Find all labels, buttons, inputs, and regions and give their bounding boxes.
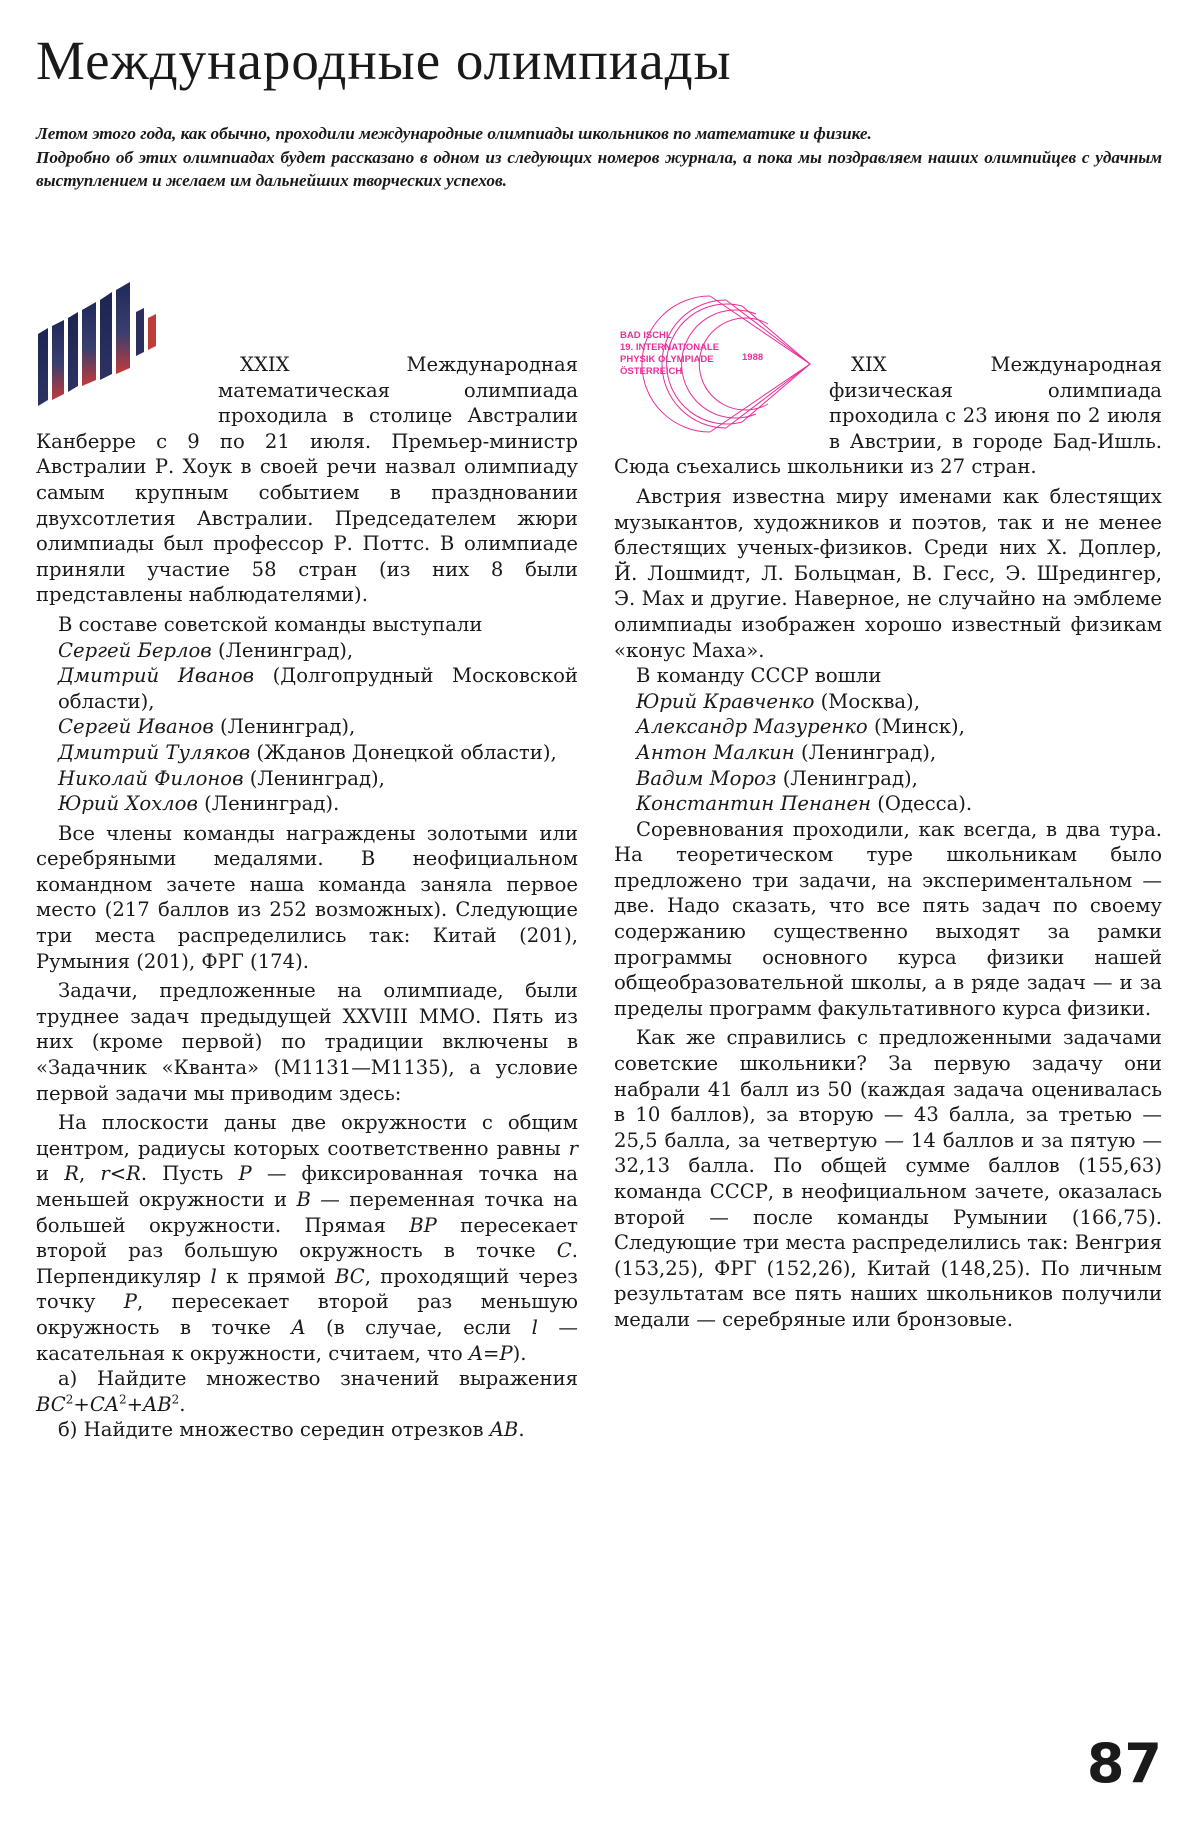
physics-rounds: Соревнования проходили, как всегда, в два тура. На теоретическом туре школьникам было предложено три задачи, на экспериментальном — две. Надо сказать, что все пять задач по своему содержанию существенно выходят за рамки программы основного курса физики нашей общеобразовательной школы, а в ряде задач — и за пределы программ факультативного курса физики.: [614, 817, 1162, 1020]
physics-olympiad-column: [614, 330, 1162, 1333]
member-city: (Ленинград),: [220, 715, 356, 739]
physics-team-member: [614, 689, 1162, 715]
math-task-b: б) Найдите множество середин отрезков AB.: [58, 1418, 525, 1442]
physics-team-member: [614, 740, 1162, 766]
svg-text:19. INTERNATIONALE: 19. INTERNATIONALE: [620, 342, 720, 353]
physics-team-member: [614, 714, 1162, 740]
math-team-member: [36, 791, 578, 817]
physics-results: Как же справились с предложенными задачами советские школьники? За первую задачу они набрали 41 балл из 50 (каждая задача оценивалась в 10 баллов), за вторую — 43 балла, за третью — 25,5 балла, за четвертую — 14 баллов и за пятую — 32,13 балла. По общей сумме баллов (155,63) команда СССР, в неофициальном зачете, оказалась второй — после команды Румынии (166,75). Следующие три места распределились так: Венгрия (153,25), ФРГ (152,26), Китай (148,25). По личным результатам все пять наших школьников получили медали — серебряные или бронзовые.: [614, 1026, 1162, 1331]
member-name: Константин Пенанен: [636, 792, 872, 816]
math-problem-statement: На плоскости даны две окружности с общим центром, радиусы которых соответственно равны r и R, r<R. Пусть P — фиксированная точка на меньшей окружности и B — переменная точка на большей окружности. Прямая BP пересекает второй раз большую окружность в точке C. Перпендикуляр l к прямой BC, проходящий через точку P, пересекает второй раз меньшую окружность в точке A (в случае, если l — касательная к окружности, считаем, что A=P).: [36, 1111, 578, 1365]
physics-team-member: [614, 791, 1162, 817]
member-name: Юрий Хохлов: [58, 792, 198, 816]
member-city: (Москва),: [820, 689, 920, 713]
member-name: Сергей Берлов: [58, 638, 212, 662]
svg-text:1988: 1988: [742, 352, 764, 363]
member-city: (Ленинград),: [249, 766, 385, 790]
svg-text:BAD ISCHL: BAD ISCHL: [620, 330, 672, 341]
svg-text:ÖSTERREICH: ÖSTERREICH: [620, 366, 683, 377]
member-city: (Ленинград),: [800, 740, 937, 764]
math-results: Все члены команды награждены золотыми или серебряными медалями. В неофициальном командном зачете наша команда заняла первое место (217 баллов из 252 возможных). Следующие три места распределились так: Китай (201), Румыния (201), ФРГ (174).: [36, 821, 578, 973]
math-team-member: [36, 740, 578, 766]
member-city: (Долгопрудный Московской области),: [58, 664, 578, 713]
member-city: (Минск),: [873, 715, 965, 739]
lead-line-1: Летом этого года, как обычно, проходили международные олимпиады школьников по математике и физике.: [36, 124, 872, 143]
ipho-logo-graphic: [614, 294, 819, 434]
imo-logo-icon: [36, 282, 204, 412]
member-name: Александр Мазуренко: [636, 715, 868, 739]
math-team-member: [36, 663, 578, 714]
member-city: (Ленинград),: [217, 638, 354, 662]
math-olympiad-column: [36, 352, 578, 1443]
member-city: (Ленинград),: [782, 766, 918, 790]
lead-line-2: Подробно об этих олимпиадах будет рассказано в одном из следующих номеров журнала, а пока мы поздравляем наших олимпийцев с удачным выступлением и желаем им дальнейших творческих успехов.: [36, 147, 1162, 190]
physics-team-intro: В команду СССР вошли: [636, 664, 882, 688]
member-name: Дмитрий Туляков: [58, 740, 251, 764]
member-city: (Ленинград).: [204, 792, 340, 816]
math-team-member: [36, 714, 578, 740]
math-team-member: [36, 638, 578, 664]
math-team-intro: В составе советской команды выступали: [58, 612, 483, 636]
page-title: Международные олимпиады: [36, 30, 732, 91]
math-task-a: а) Найдите множество значений выражения $BC^2+CA^2+AB^2$.: [36, 1367, 578, 1416]
imo-logo-graphic: [36, 282, 204, 412]
lead-paragraph: [36, 122, 1162, 193]
member-city: (Жданов Донецкой области),: [256, 740, 557, 764]
physics-intro: XIX Международная физическая олимпиада проходила с 23 июня по 2 июля в Австрии, в городе Бад-Ишль. Сюда съехались школьники из 27 стран.: [614, 353, 1162, 479]
ipho-logo-icon: [614, 294, 819, 434]
member-name: Вадим Мороз: [636, 766, 777, 790]
math-problems-intro: Задачи, предложенные на олимпиаде, были труднее задач предыдущей XXVIII ММО. Пять из них (кроме первой) по традиции включены в «Задачник «Кванта» (М1131—М1135), а условие первой задачи мы приводим здесь:: [36, 979, 578, 1105]
physics-team-member: [614, 766, 1162, 792]
math-team-member: [36, 766, 578, 792]
svg-text:PHYSIK OLYMPIADE: PHYSIK OLYMPIADE: [620, 354, 714, 365]
member-name: Антон Малкин: [636, 740, 795, 764]
member-name: Сергей Иванов: [58, 715, 214, 739]
member-city: (Одесса).: [877, 792, 973, 816]
page-number: 87: [1086, 1732, 1162, 1795]
member-name: Дмитрий Иванов: [58, 664, 255, 688]
physics-austria: Австрия известна миру именами как блестящих музыкантов, художников и поэтов, так и не менее блестящих ученых-физиков. Среди них Х. Доплер, Й. Лошмидт, Л. Больцман, В. Гесс, Э. Шредингер, Э. Мах и другие. Наверное, не случайно на эмблеме олимпиады изображен хорошо известный физикам «конус Маха».: [614, 484, 1162, 662]
math-intro: XXIX Международная математическая олимпиада проходила в столице Австралии Канберре с 9 по 21 июля. Премьер-министр Австралии Р. Хоук в своей речи назвал олимпиаду самым крупным событием в праздновании двухсотлетия Австралии. Председателем жюри олимпиады был профессор Р. Поттс. В олимпиаде приняли участие 58 стран (из них 8 были представлены наблюдателями).: [36, 353, 578, 607]
member-name: Юрий Кравченко: [636, 689, 815, 713]
member-name: Николай Филонов: [58, 766, 244, 790]
